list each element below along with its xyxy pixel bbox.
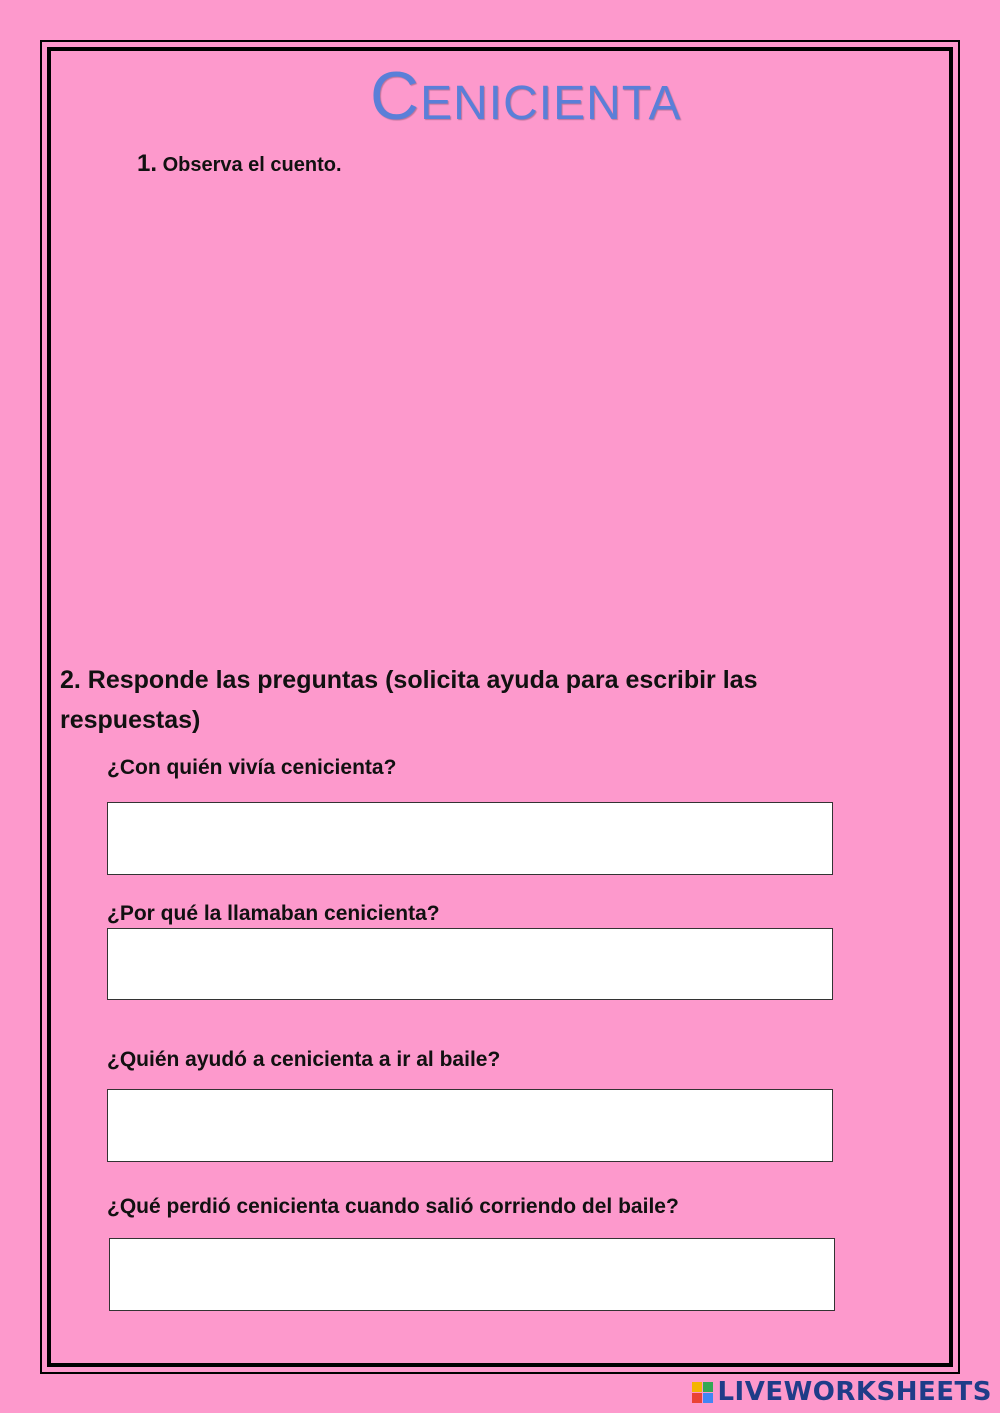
- liveworksheets-logo-icon: [692, 1382, 713, 1403]
- section-1-number: 1.: [137, 150, 158, 177]
- answer-2-input[interactable]: [107, 928, 833, 1000]
- answer-1-input[interactable]: [107, 802, 833, 875]
- answer-4-input[interactable]: [109, 1238, 835, 1311]
- worksheet-title: Cenicienta: [370, 58, 682, 134]
- liveworksheets-text: LIVEWORKSHEETS: [717, 1377, 992, 1407]
- question-3-label: ¿Quién ayudó a cenicienta a ir al baile?: [107, 1048, 501, 1071]
- question-1-label: ¿Con quién vivía cenicienta?: [107, 756, 397, 779]
- section-2-heading: 2. Responde las preguntas (solicita ayuda para escribir las respuestas): [60, 666, 758, 734]
- question-4-label: ¿Qué perdió cenicienta cuando salió corriendo del baile?: [107, 1195, 679, 1218]
- answer-3-input[interactable]: [107, 1089, 833, 1162]
- liveworksheets-brand: [692, 1377, 992, 1407]
- section-1-text: Observa el cuento.: [162, 154, 342, 176]
- section-1-heading: [137, 150, 342, 178]
- question-2-label: ¿Por qué la llamaban cenicienta?: [107, 902, 440, 925]
